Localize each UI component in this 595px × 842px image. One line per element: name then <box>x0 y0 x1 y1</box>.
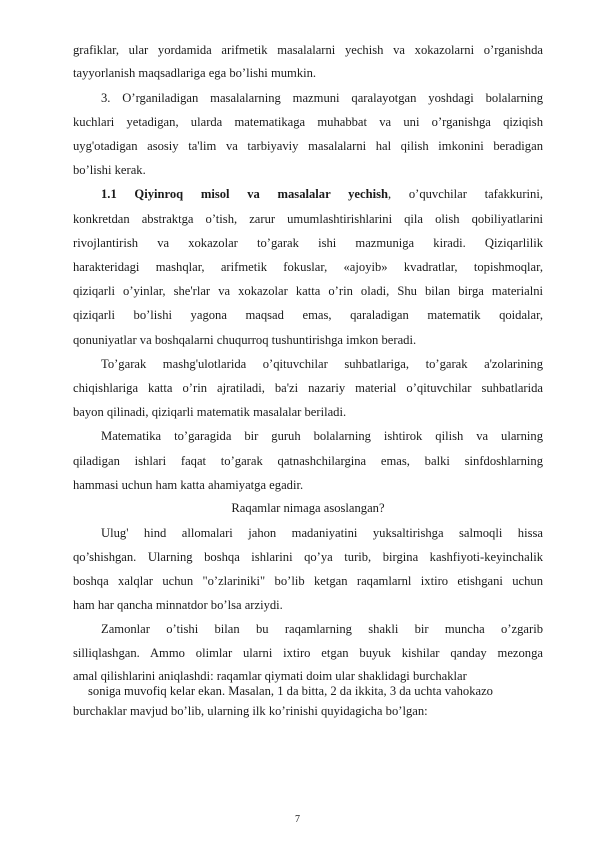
text-line: qiziqarli bo’lishi yagona maqsad emas, qaraladigan matematik qoidalar, <box>73 308 543 322</box>
section-heading: 1.1 Qiyinroq misol va masalalar yechish <box>101 187 389 201</box>
text-line: qo’shishgan. Ularning boshqa ishlarini qo’ya turib, birgina kashfiyoti-keyinchalik <box>73 550 543 564</box>
text-line: grafiklar, ular yordamida arifmetik masalalarni yechish va xokazolarni o’rganishda <box>73 43 543 57</box>
section-heading-line <box>101 183 543 206</box>
text-line: rivojlantirish va xokazolar to’garak ishi mazmuniga kiradi. Qiziqarlilik <box>73 236 543 250</box>
page-number: 7 <box>295 814 300 825</box>
text-line: qiziqarli o’yinlar, she'rlar va xokazolar katta o’rin oladi, Shu bilan birga materialni <box>73 284 543 298</box>
text-line: boshqa xalqlar uchun "o’zlariniki" bo’lib ketgan raqamlarnl ixtiro etishgani uchun <box>73 574 543 588</box>
text-line: uyg'otadigan asosiy ta'lim va tarbiyaviy masalalarni hal qilish imkonini beradigan <box>73 139 543 153</box>
text-line: kuchlari yetadigan, ularda matematikaga muhabbat va uni o’rganishga qiziqish <box>73 115 543 129</box>
text-line: soniga muvofiq kelar ekan. Masalan, 1 da bitta, 2 da ikkita, 3 da uchta vahokazo <box>88 684 493 698</box>
text-line: Matematika to’garagida bir guruh bolalarning ishtirok qilish va ularning <box>101 429 543 443</box>
text-span: , o’quvchilar tafakkurini, <box>388 187 543 201</box>
text-line: tayyorlanish maqsadlariga ega bo’lishi mumkin. <box>73 66 317 80</box>
text-line: konkretdan abstraktga o’tish, zarur umumlashtirishlarini qila olish qobiliyatlarini <box>73 212 543 226</box>
text-line: chiqishlariga katta o’rin ajratiladi, ba'zi nazariy material o’qituvchilar suhbatlarida <box>73 381 543 395</box>
text-line: ham har qancha minnatdor bo’lsa arziydi. <box>73 598 283 612</box>
text-line: To’garak mashg'ulotlarida o’qituvchilar suhbatlariga, to’garak a'zolarining <box>101 357 543 371</box>
text-line: silliqlashgan. Ammo olimlar ularni ixtiro etgan buyuk kishilar qanday mezonga <box>73 646 543 660</box>
text-line: qiladigan ishlari faqat to’garak qatnashchilargina emas, balki sinfdoshlarning <box>73 454 543 468</box>
text-line: Ulug' hind allomalari jahon madaniyatini yuksaltirishga salmoqli hissa <box>101 526 543 540</box>
text-line: Zamonlar o’tishi bilan bu raqamlarning shakli bir muncha o’zgarib <box>101 622 543 636</box>
text-line: hammasi uchun ham katta ahamiyatga egadir. <box>73 478 304 492</box>
subheading: Raqamlar nimaga asoslangan? <box>231 501 385 515</box>
text-line: burchaklar mavjud bo’lib, ularning ilk ko’rinishi quyidagicha bo’lgan: <box>73 704 428 718</box>
text-line: harakteridagi mashqlar, arifmetik fokuslar, «ajoyib» kvadratlar, topishmoqlar, <box>73 260 543 274</box>
text-line: amal qilishlarini aniqlashdi: raqamlar qiymati doim ular shaklidagi burchaklar <box>73 669 467 683</box>
text-line: 3. O’rganiladigan masalalarning mazmuni qaralayotgan yoshdagi bolalarning <box>101 91 543 105</box>
text-line: bo’lishi kerak. <box>73 163 146 177</box>
text-line: bayon qilinadi, qiziqarli matematik masalalar beriladi. <box>73 405 347 419</box>
text-line: qonuniyatlar va boshqalarni chuqurroq tushuntirishga imkon beradi. <box>73 333 417 347</box>
